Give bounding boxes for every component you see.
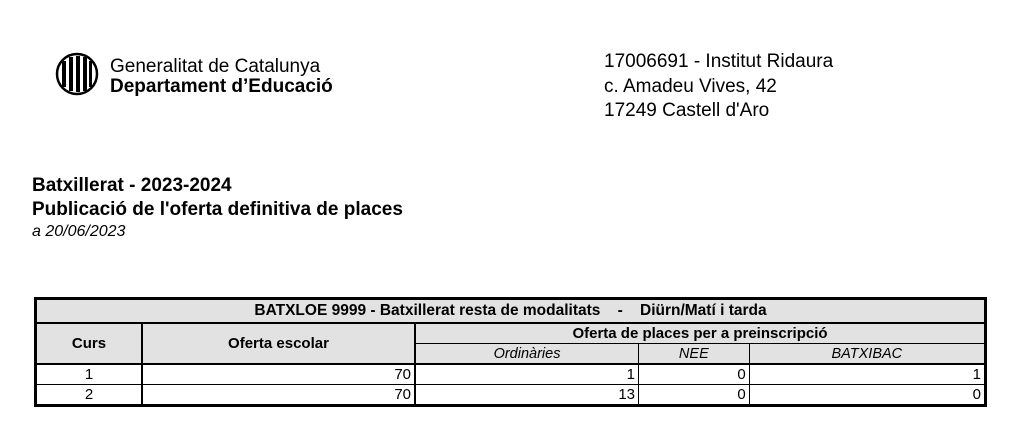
cell-oferta: 70	[142, 364, 415, 385]
sub-nee-header: NEE	[639, 344, 750, 365]
generalitat-logo-icon	[55, 52, 99, 96]
col-curs-header: Curs	[36, 323, 143, 364]
cell-batxibac: 1	[749, 364, 985, 385]
col-oferta-header: Oferta escolar	[142, 323, 415, 364]
offer-table	[34, 297, 987, 407]
col-preinscripcio-header: Oferta de places per a preinscripció	[415, 323, 986, 344]
sub-ordinaries-header: Ordinàries	[415, 344, 639, 365]
publication-date: a 20/06/2023	[32, 223, 126, 240]
cell-curs: 2	[84, 386, 94, 403]
document-title	[32, 174, 403, 242]
cell-curs: 1	[36, 364, 143, 385]
cell-ordinaries: 13	[415, 385, 639, 406]
org-line-2: Departament d’Educació	[110, 76, 333, 97]
school-address	[604, 50, 833, 124]
table-row	[36, 385, 986, 406]
title-line-2: Publicació de l'oferta definitiva de places	[32, 199, 403, 220]
organization-name	[110, 57, 333, 97]
cell-ordinaries: 1	[415, 364, 639, 385]
cell-oferta: 70	[142, 385, 415, 406]
cell-nee: 0	[639, 364, 750, 385]
cell-batxibac: 0	[749, 385, 985, 406]
table-banner: BATXLOE 9999 - Batxillerat resta de modalitats - Diürn/Matí i tarda	[36, 299, 986, 324]
sub-batxibac-header: BATXIBAC	[749, 344, 985, 365]
table-row	[36, 364, 986, 385]
title-line-1: Batxillerat - 2023-2024	[32, 175, 232, 196]
school-name: 17006691 - Institut Ridaura	[604, 51, 834, 72]
cell-nee: 0	[639, 385, 750, 406]
org-line-1: Generalitat de Catalunya	[110, 56, 321, 77]
school-street: c. Amadeu Vives, 42	[604, 75, 777, 97]
school-city: 17249 Castell d'Aro	[604, 100, 770, 121]
